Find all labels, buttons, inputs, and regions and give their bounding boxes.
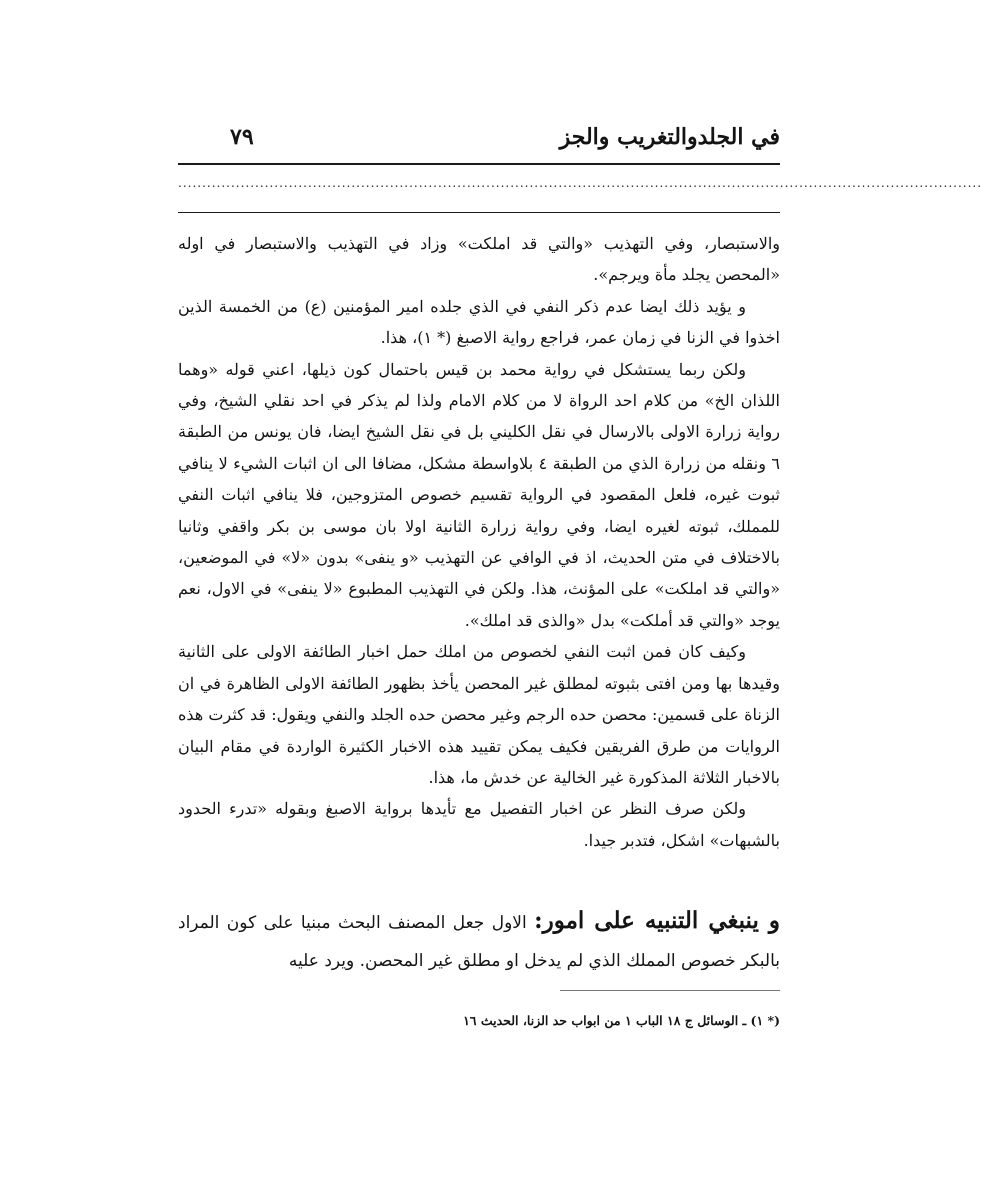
notes-heading: و ينبغي التنبيه على امور: <box>534 907 780 934</box>
paragraph-1: والاستبصار، وفي التهذيب «والتي قد املكت» وزاد في التهذيب والاستبصار في اوله «المحصن يجلد مأة ويرجم». <box>178 234 780 285</box>
notes-paragraph <box>178 902 780 980</box>
footnote: (* ١) ـ الوسائل ج ١٨ الباب ١ من ابواب حد الزنا، الحديث ١٦ <box>463 1013 780 1028</box>
body-text <box>178 228 780 856</box>
paragraph-5: ولكن صرف النظر عن اخبار التفصيل مع تأيدها برواية الاصبغ وبقوله «تدرء الحدود بالشبهات» اشكل، فتدبر جيدا. <box>178 799 780 850</box>
running-head-title: في الجلدوالتغريب والجز <box>559 124 780 150</box>
running-head <box>180 120 780 160</box>
notes-section <box>178 902 780 980</box>
footnote-rule <box>560 990 780 991</box>
paragraph-3: ولكن ربما يستشكل في رواية محمد بن قيس باحتمال كون ذيلها، اعني قوله «وهما اللذان الخ» من كلام احد الرواة لا من كلام الامام ولذا لم يذكر في احد نقلي الشيخ، وفي رواية زرارة الاولى بالارسال في نقل الكليني بل في نقل الشيخ ايضا، فان يونس من الطبقة ٦ ونقله من زرارة الذي من الطبقة ٤ بلاواسطة مشكل، مضافا الى ان اثبات الشيء لا ينافي ثبوت غيره، فلعل المقصود في الرواية تقسيم خصوص المتزوجين، فلا ينافي اثبات النفي للمملك، ثبوته لغيره ايضا، وفي رواية زرارة الثانية اولا بان موسى بن بكر واقفي وثانيا بالاختلاف في متن الحديث، اذ في الوافي عن التهذيب «و ينفى» بدون «لا» في الموضعين، «والتي قد املكت» على المؤنث، هذا. ولكن في التهذيب المطبوع «لا ينفى» في الاول، نعم يوجد «والتي قد أملكت» بدل «والذى قد املك». <box>178 359 781 630</box>
body-rule <box>178 212 780 213</box>
paragraph-4: وكيف كان فمن اثبت النفي لخصوص من املك حمل اخبار الطائفة الاولى على الثانية وقيدها بها ومن افتى بثبوته لمطلق غير المحصن يأخذ بظهور الطائفة الاولى الظاهرة في ان الزناة على قسمين: محصن حده الرجم وغير محصن حده الجلد والنفي ويقول: قد كثرت هذه الروايات من طرق الفريقين فكيف يمكن تقييد هذه الاخبار الكثيرة الواردة في مقام البيان بالاخبار الثلاثة المذكورة غير الخالية عن خدش ما، هذا. <box>178 642 780 787</box>
notes-text: الاول جعل المصنف البحث مبنيا على كون المراد بالبكر خصوص المملك الذي لم يدخل او مطلق غير المحصن. ويرد عليه <box>178 913 780 971</box>
page-number: ٧٩ <box>230 124 254 150</box>
header-rule <box>178 163 780 165</box>
paragraph-2: و يؤيد ذلك ايضا عدم ذكر النفي في الذي جلده امير المؤمنين (ع) من الخمسة الذين اخذوا في الزنا في زمان عمر، فراجع رواية الاصبغ (* ١)، هذا. <box>178 296 780 348</box>
dotted-separator: ....................................................................................................................................................................... <box>178 176 982 190</box>
